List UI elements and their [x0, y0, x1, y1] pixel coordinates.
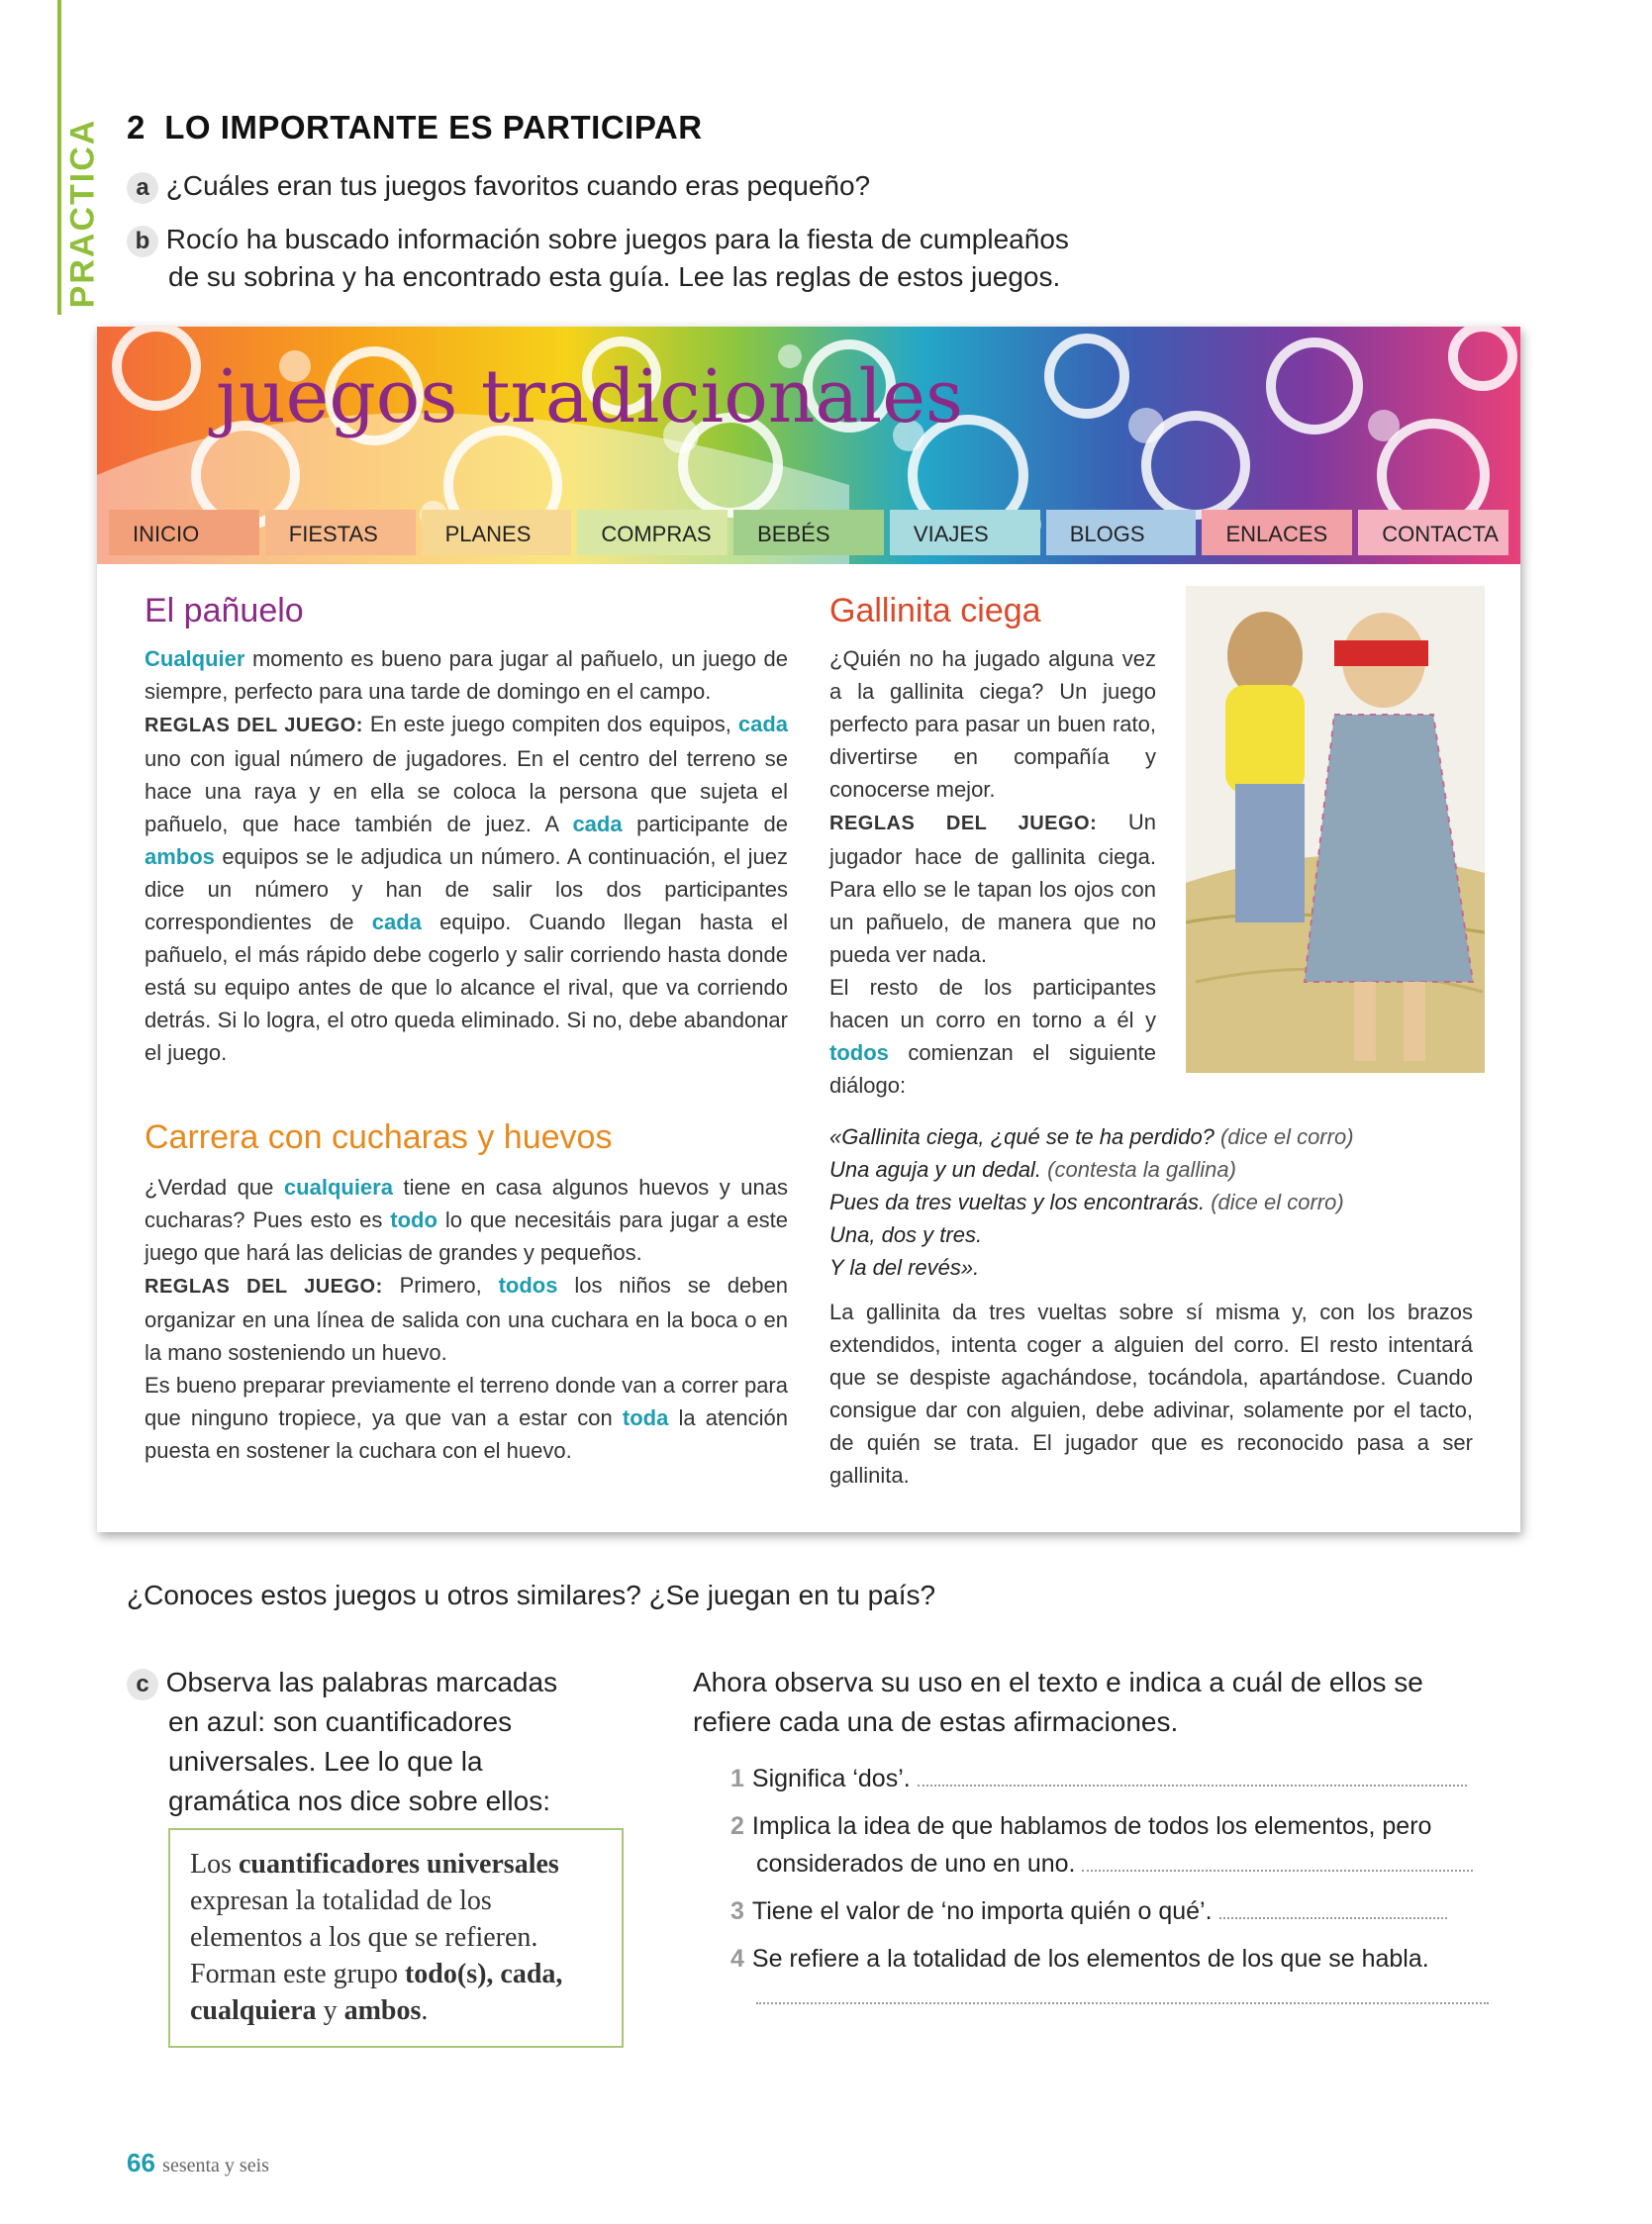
answer-blank-3[interactable]: [1219, 1897, 1447, 1919]
nav-item-viajes[interactable]: VIAJES: [890, 510, 1040, 555]
question-c: c Observa las palabras marcadas en azul: son cuantificadores universales. Lee lo que la gramática nos dice sobre ellos:: [127, 1663, 602, 1821]
nav-item-compras[interactable]: COMPRAS: [577, 510, 728, 555]
site-nav: [109, 510, 1508, 555]
gallinita-end: La gallinita da tres vueltas sobre sí misma y, con los brazos extendidos, intenta coger a alguien del corro. El resto intentará que se despiste agachándose, tocándola, apartándose. Cuando consigue dar con alguien, debe adivinar, solamente por el tacto, de quién se trata. El jugador que es reconocido pasa a ser gallinita.: [829, 1300, 1473, 1488]
panuelo-title: El pañuelo: [145, 592, 304, 629]
dialog-lines: «Gallinita ciega, ¿qué se te ha perdido? (dice el corro) Una aguja y un dedal. (contesta la gallina) Pues da tres vueltas y los encontrarás. (dice el corro) Una, dos y tres. Y la del revés».: [829, 1124, 1354, 1280]
nav-item-contacta[interactable]: CONTACTA: [1358, 510, 1508, 555]
nav-item-enlaces[interactable]: ENLACES: [1202, 510, 1352, 555]
statement-3: 3 Tiene el valor de ‘no importa quién o qué’.: [730, 1892, 1542, 1930]
gallinita-title: Gallinita ciega: [829, 592, 1041, 629]
website-banner: [97, 327, 1520, 602]
letter-badge-a: a: [127, 172, 158, 204]
letter-badge-b: b: [127, 226, 158, 257]
nav-item-inicio[interactable]: INICIO: [109, 510, 259, 555]
statement-2: 2 Implica la idea de que hablamos de todos los elementos, pero considerados de uno en uno.: [730, 1807, 1542, 1883]
question-b-line2: de su sobrina y ha encontrado esta guía. Lee las reglas de estos juegos.: [168, 261, 1061, 292]
nav-item-fiestas[interactable]: FIESTAS: [265, 510, 416, 555]
website-card: [97, 327, 1520, 1532]
panuelo-body: Cualquier momento es bueno para jugar al pañuelo, un juego de siempre, perfecto para una tarde de domingo en el campo. REGLAS DEL JUEGO: En este juego compiten dos equipos, cada uno con igual número de jugadores. En el centro del terreno se hace una raya y en ella se coloca la persona que sujeta el pañuelo, que hace también de juez. A cada participante de ambos equipos se le adjudica un número. A continuación, el juez dice un número y han de salir los dos participantes correspondientes de cada equipo. Cuando llegan hasta el pañuelo, el más rápido debe cogerlo y salir corriendo hasta donde está su equipo antes de que lo alcance el rival, que va corriendo detrás. Si lo logra, el otro queda eliminado. Si no, debe abandonar el juego.: [145, 646, 788, 1065]
page-number: 66: [127, 2148, 155, 2177]
gallinita-dialog: [829, 1120, 1473, 1492]
nav-item-blogs[interactable]: BLOGS: [1046, 510, 1197, 555]
letter-badge-c: c: [127, 1669, 158, 1700]
statement-4: 4 Se refiere a la totalidad de los elementos de los que se habla.: [730, 1940, 1542, 2015]
section-label: PRACTICA: [63, 118, 102, 309]
nav-item-bebés[interactable]: BEBÉS: [733, 510, 884, 555]
exercise-title: 2 LO IMPORTANTE ES PARTICIPAR: [127, 109, 703, 145]
discussion-question: ¿Conoces estos juegos u otros similares? ¿Se juegan en tu país?: [127, 1580, 936, 1610]
instructions-right: Ahora observa su uso en el texto e indica a cuál de ellos se refiere cada una de estas afirmaciones.: [693, 1667, 1423, 1737]
article-carrera: [145, 1118, 788, 1467]
question-a: a ¿Cuáles eran tus juegos favoritos cuando eras pequeño?: [127, 166, 870, 206]
statement-1: 1 Significa ‘dos’.: [730, 1760, 1542, 1797]
carrera-title: Carrera con cucharas y huevos: [145, 1118, 613, 1156]
question-b: b Rocío ha buscado información sobre juegos para la fiesta de cumpleaños: [127, 220, 1069, 259]
site-logo[interactable]: juegos tradicionales: [216, 354, 963, 439]
grammar-box: Los cuantificadores universales expresan la totalidad de los elementos a los que se refieren. Forman este grupo todo(s), cada, cualquiera y ambos.: [168, 1828, 624, 2048]
article-gallinita: [829, 592, 1156, 1102]
statements-list: [730, 1760, 1542, 2015]
source-credit: [1528, 554, 1568, 1534]
carrera-body: ¿Verdad que cualquiera tiene en casa algunos huevos y unas cucharas? Pues esto es todo lo que necesitáis para jugar a este juego que hará las delicias de grandes y pequeños. REGLAS DEL JUEGO: Primero, todos los niños se deben organizar en una línea de salida con una cuchara en la boca o en la mano sosteniendo un huevo. Es bueno preparar previamente el terreno donde van a correr para que ninguno tropiece, ya que van a estar con toda la atención puesta en sostener la cuchara con el huevo.: [145, 1175, 788, 1463]
page-number-words: sesenta y seis: [162, 2155, 269, 2176]
answer-blank-4[interactable]: [756, 1982, 1489, 2004]
answer-blank-2[interactable]: [1082, 1850, 1473, 1872]
nav-item-planes[interactable]: PLANES: [422, 510, 572, 555]
children-photo: [1186, 586, 1485, 1073]
article-panuelo: [145, 592, 788, 1069]
gallinita-intro: ¿Quién no ha jugado alguna vez a la gallinita ciega? Un juego perfecto para pasar un buen rato, divertirse en compañía y conocerse mejor. REGLAS DEL JUEGO: Un jugador hace de gallinita ciega. Para ello se le tapan los ojos con un pañuelo, de manera que no pueda ver nada. El resto de los participantes hacen un corro en torno a él y todos comienzan el siguiente diálogo:: [829, 646, 1156, 1098]
answer-blank-1[interactable]: [918, 1765, 1467, 1787]
page-footer: [127, 2148, 269, 2178]
